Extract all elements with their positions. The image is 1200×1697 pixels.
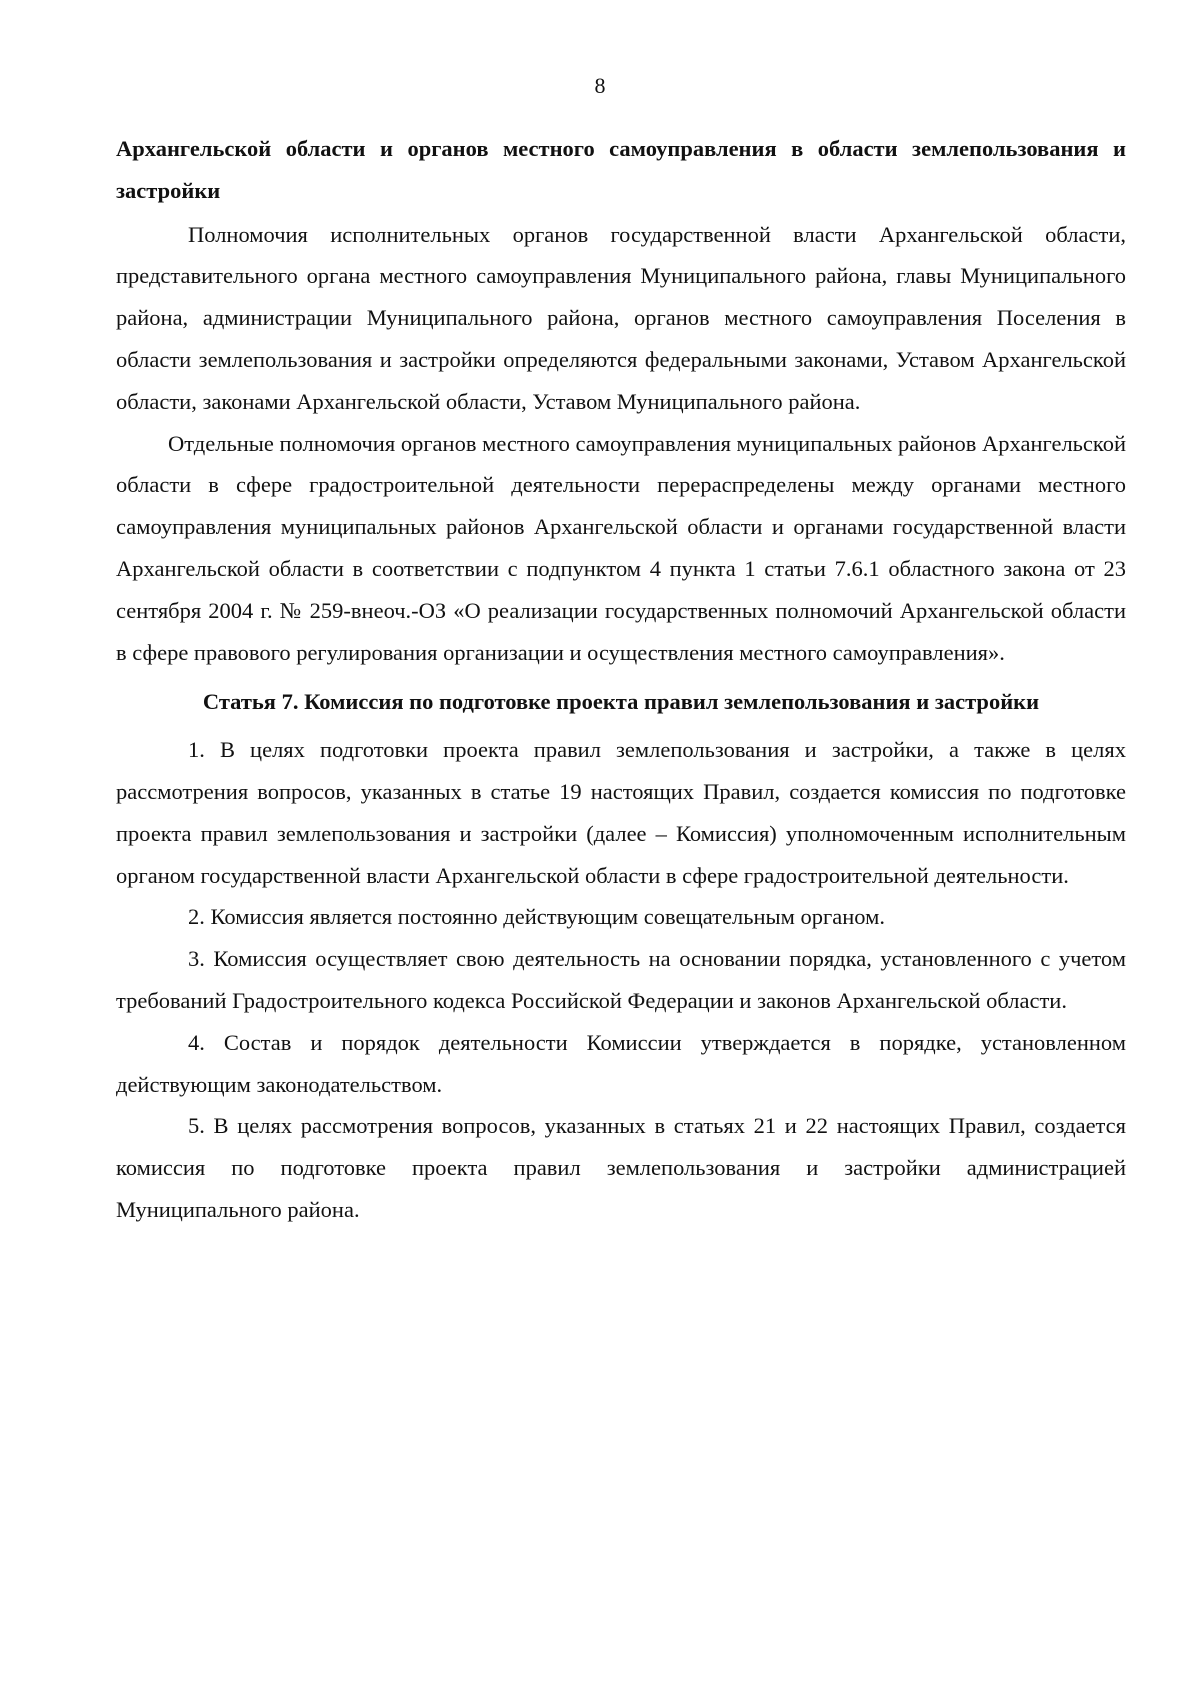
article-title: Статья 7. Комиссия по подготовке проекта правил землепользования и застройки <box>202 689 1040 715</box>
article-item-2: 2. Комиссия является постоянно действующим совещательным органом. <box>188 904 885 930</box>
page-content <box>116 128 1126 1231</box>
paragraph-powers: Полномочия исполнительных органов государственной власти Архангельской области, представительного органа местного самоуправления Муниципального района, главы Муниципального района, администрации Муниципального района, органов местного самоуправления Поселения в области землепользования и застройки определяются федеральными законами, Уставом Архангельской области, законами Архангельской области, Уставом Муниципального района. <box>116 221 1126 414</box>
article-item-1: 1. В целях подготовки проекта правил землепользования и застройки, а также в целях рассмотрения вопросов, указанных в статье 19 настоящих Правил, создается комиссия по подготовке проекта правил землепользования и застройки (далее – Комиссия) уполномоченным исполнительным органом государственной власти Архангельской области в сфере градостроительной деятельности. <box>116 737 1126 888</box>
article-item-3: 3. Комиссия осуществляет свою деятельность на основании порядка, установленного с учетом требований Градостроительного кодекса Российской Федерации и законов Архангельской области. <box>116 946 1126 1013</box>
article-item-5: 5. В целях рассмотрения вопросов, указанных в статьях 21 и 22 настоящих Правил, создается комиссия по подготовке проекта правил землепользования и застройки администрацией Муниципального района. <box>116 1113 1126 1222</box>
paragraph-redistributed-powers: Отдельные полномочия органов местного самоуправления муниципальных районов Архангельской области в сфере градостроительной деятельности перераспределены между органами местного самоуправления муниципальных районов Архангельской области и органами государственной власти Архангельской области в соответствии с подпунктом 4 пункта 1 статьи 7.6.1 областного закона от 23 сентября 2004 г. № 259-внеоч.-ОЗ «О реализации государственных полномочий Архангельской области в сфере правового регулирования организации и осуществления местного самоуправления». <box>116 430 1126 665</box>
page-number: 8 <box>594 73 606 98</box>
section-heading: Архангельской области и органов местного самоуправления в области землепользования и застройки <box>116 136 1126 203</box>
article-item-4: 4. Состав и порядок деятельности Комиссии утверждается в порядке, установленном действующим законодательством. <box>116 1029 1126 1097</box>
